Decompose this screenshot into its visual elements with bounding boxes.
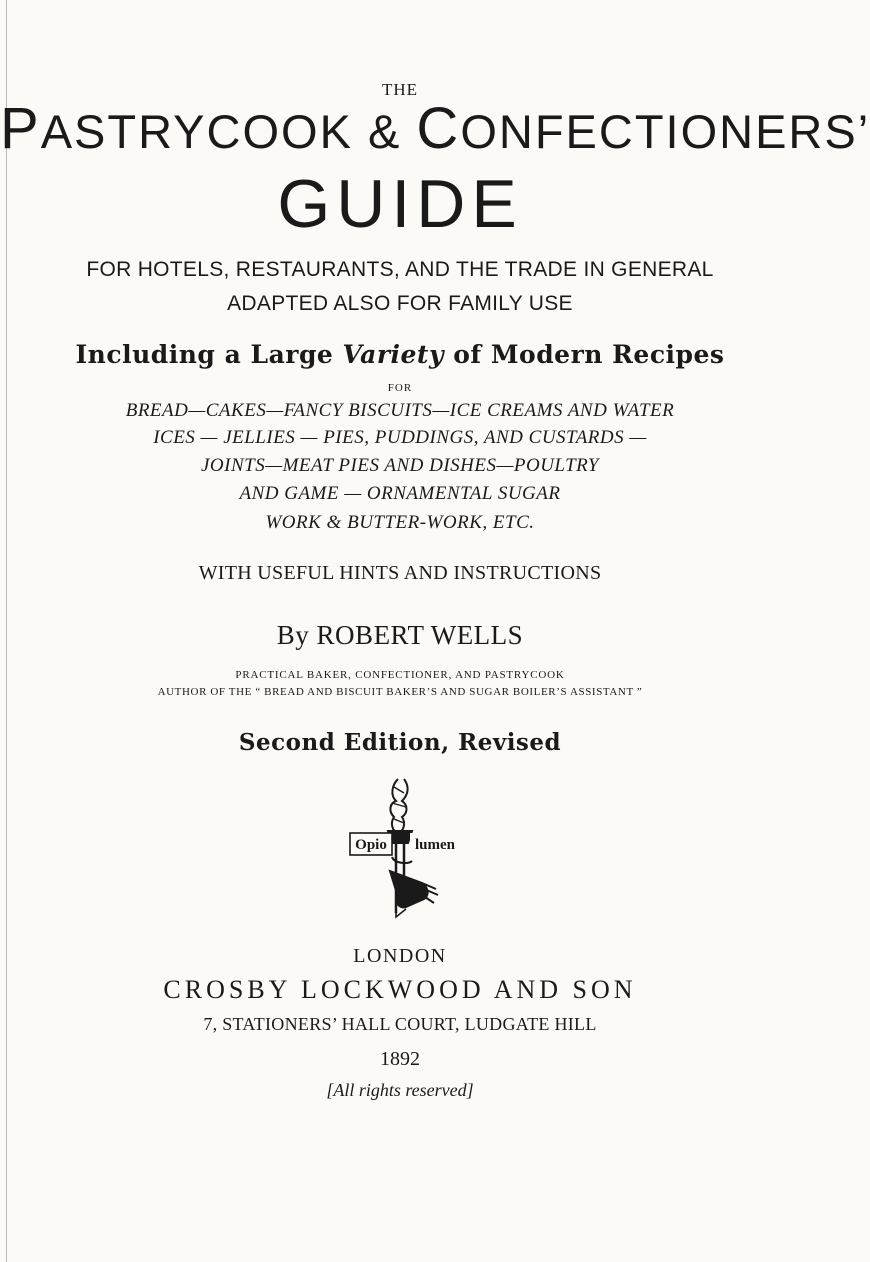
title-part-2: ONFECTIONERS’: [460, 105, 870, 158]
recipe-list-line: JOINTS—MEAT PIES AND DISHES—POULTRY: [200, 455, 600, 476]
author-name: ROBERT WELLS: [316, 620, 524, 650]
including-suffix: of Modern Recipes: [453, 340, 725, 369]
subtitle-line-2: ADAPTED ALSO FOR FAMILY USE: [227, 292, 573, 315]
hints-line: WITH USEFUL HINTS AND INSTRUCTIONS: [198, 562, 602, 584]
author-line: [0, 620, 800, 651]
author-credential-2: AUTHOR OF THE “ BREAD AND BISCUIT BAKER’S AND SUGAR BOILER’S ASSISTANT ”: [157, 686, 643, 698]
recipe-list-line: WORK & BUTTER-WORK, ETC.: [265, 512, 535, 533]
including-prefix: Including a Large: [75, 340, 334, 369]
title-the: THE: [381, 80, 419, 99]
recipe-list-line: ICES — JELLIES — PIES, PUDDINGS, AND CUSTARDS —: [153, 427, 647, 448]
main-title: [0, 96, 870, 161]
including-line: [0, 340, 800, 369]
imprint-address: 7, STATIONERS’ HALL COURT, LUDGATE HILL: [203, 1014, 597, 1034]
recipe-list-line: AND GAME — ORNAMENTAL SUGAR: [239, 483, 561, 504]
including-variety: Variety: [342, 340, 444, 369]
title-initial-p: P: [0, 96, 41, 161]
author-by: By: [276, 620, 310, 650]
logo-text-right: lumen: [414, 837, 456, 853]
title-part-1: ASTRYCOOK &: [40, 105, 417, 158]
title-guide: GUIDE: [277, 166, 523, 242]
imprint-city: LONDON: [353, 945, 447, 967]
edition-line: Second Edition, Revised: [238, 729, 562, 756]
subtitle-line-1: FOR HOTELS, RESTAURANTS, AND THE TRADE IN GENERAL: [86, 258, 714, 281]
imprint-year: 1892: [380, 1048, 420, 1070]
logo-text-left: Opio: [355, 837, 387, 853]
hand-and-torch-device-icon: [336, 773, 466, 918]
for-label: FOR: [387, 382, 413, 394]
imprint-publisher: CROSBY LOCKWOOD AND SON: [163, 975, 637, 1004]
recipe-list-line: BREAD—CAKES—FANCY BISCUITS—ICE CREAMS AND WATER: [125, 400, 675, 421]
title-initial-c: C: [416, 96, 461, 161]
author-credential-1: PRACTICAL BAKER, CONFECTIONER, AND PASTRYCOOK: [235, 669, 565, 681]
imprint-rights: [All rights reserved]: [326, 1080, 474, 1100]
